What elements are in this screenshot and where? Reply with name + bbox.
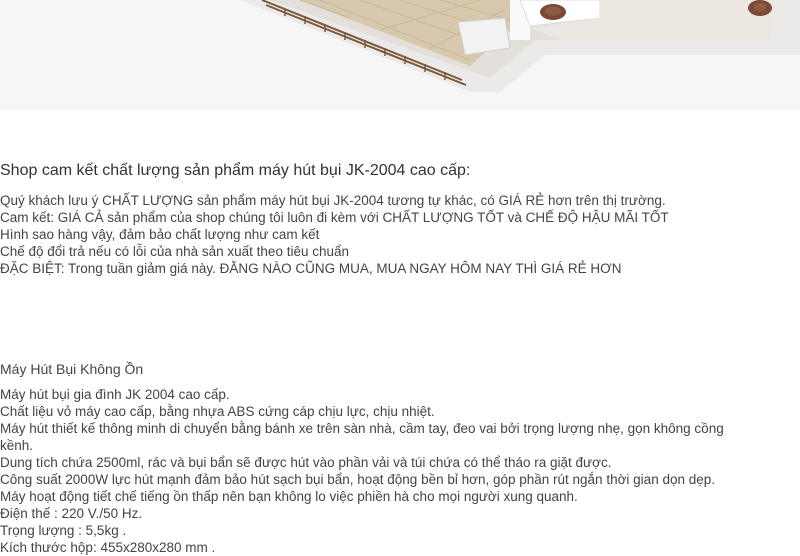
room-illustration — [0, 0, 800, 110]
list-item: Kích thước hộp: 455x280x280 mm . — [0, 540, 216, 555]
product-name-heading: Máy Hút Bụi Không Ồn — [0, 361, 144, 377]
list-item: Điện thế : 220 V./50 Hz. — [0, 506, 143, 521]
list-item: Máy hút thiết kế thông minh di chuyển bằng bánh xe trên sàn nhà, cầm tay, đeo vai bởi trọng lượng nhẹ, gọn không cồng kềnh. — [0, 421, 724, 453]
commitment-list — [0, 192, 735, 277]
list-item: Máy hoạt động tiết chế tiếng ồn thấp nên bạn không lo việc phiền hà cho mọi người xung quanh. — [0, 489, 578, 504]
list-item: Máy hút bụi gia đình JK 2004 cao cấp. — [0, 387, 230, 402]
commitment-heading: Shop cam kết chất lượng sản phẩm máy hút bụi JK-2004 cao cấp: — [0, 162, 471, 179]
list-item: Dung tích chứa 2500ml, rác và bụi bẩn sẽ được hút vào phần vải và túi chứa có thể tháo ra giặt được. — [0, 455, 612, 470]
list-item: Chất liệu vỏ máy cao cấp, bằng nhựa ABS cứng cáp chịu lực, chịu nhiệt. — [0, 404, 435, 419]
list-item: Công suất 2000W lực hút mạnh đảm bảo hút sạch bụi bẩn, hoạt động bền bỉ hơn, góp phần rút ngắn thời gian dọn dẹp. — [0, 472, 715, 487]
list-item: Trọng lượng : 5,5kg . — [0, 523, 127, 538]
list-item: Quý khách lưu ý CHẤT LƯỢNG sản phẩm máy hút bụi JK-2004 tương tự khác, có GIÁ RẺ hơn trên thị trường. — [0, 193, 666, 208]
product-hero-image — [0, 0, 800, 110]
list-item: ĐẶC BIỆT: Trong tuần giảm giá này. ĐẰNG NÀO CŨNG MUA, MUA NGAY HÔM NAY THÌ GIÁ RẺ HƠN — [0, 261, 622, 276]
list-item: Hình sao hàng vậy, đảm bảo chất lượng như cam kết — [0, 227, 320, 242]
list-item: Cam kết: GIÁ CẢ sản phẩm của shop chúng tôi luôn đi kèm với CHẤT LƯỢNG TỐT và CHẾ ĐỘ HẬU MÃI TỐT — [0, 210, 669, 225]
list-item: Chế độ đổi trả nếu có lỗi của nhà sản xuất theo tiêu chuẩn — [0, 244, 349, 259]
spec-list — [0, 386, 735, 556]
